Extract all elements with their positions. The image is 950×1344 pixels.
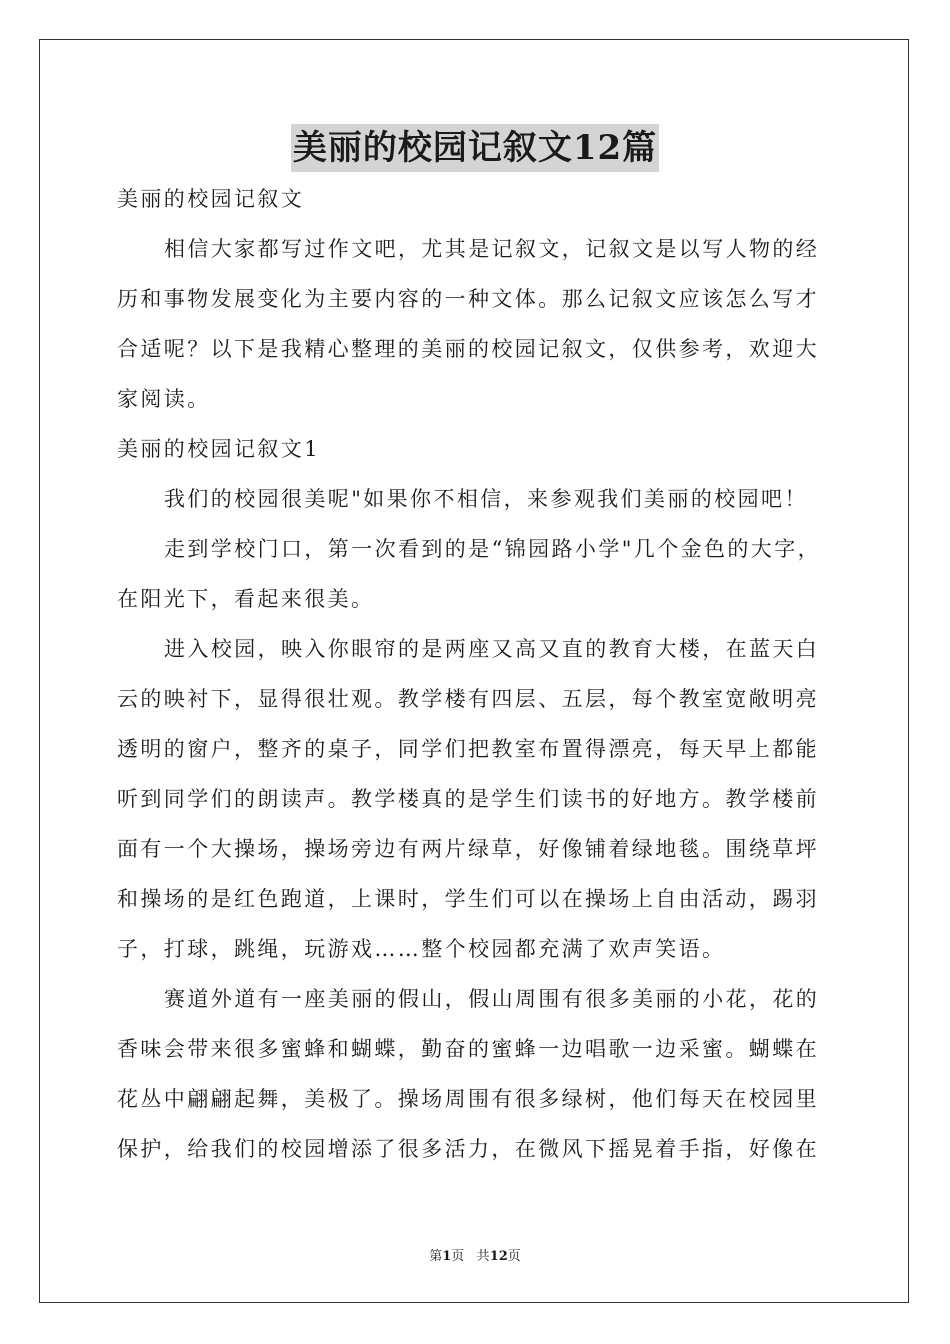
text-line: 和操场的是红色跑道，上课时，学生们可以在操场上自由活动，踢羽 [117,887,819,911]
text-line: 保护，给我们的校园增添了很多活力，在微风下摇晃着手指，好像在 [117,1137,819,1161]
total-label-prefix: 共 [476,1249,490,1264]
text-line: 历和事物发展变化为主要内容的一种文体。那么记叙文应该怎么写才 [117,287,819,311]
text-line: 香味会带来很多蜜蜂和蝴蝶，勤奋的蜜蜂一边唱歌一边采蜜。蝴蝶在 [117,1037,819,1061]
text-line: 美丽的校园记叙文 [117,187,305,211]
text-line: 透明的窗户，整齐的桌子，同学们把教室布置得漂亮，每天早上都能 [117,737,819,761]
text-line: 合适呢？以下是我精心整理的美丽的校园记叙文，仅供参考，欢迎大 [117,337,819,361]
text-line: 美丽的校园记叙文1 [117,437,320,461]
page-label-prefix: 第 [429,1249,443,1264]
text-line: 家阅读。 [117,387,211,411]
page-label-suffix: 页 [451,1249,465,1264]
total-label-suffix: 页 [507,1249,521,1264]
text-line: 云的映衬下，显得很壮观。教学楼有四层、五层，每个教室宽敞明亮 [117,687,819,711]
text-line: 我们的校园很美呢"如果你不相信，来参观我们美丽的校园吧！ [164,487,808,511]
title-container [0,124,950,172]
text-line: 面有一个大操场，操场旁边有两片绿草，好像铺着绿地毯。围绕草坪 [117,837,819,861]
text-line: 在阳光下，看起来很美。 [117,587,375,611]
document-body [117,174,835,1174]
page-footer [0,1248,950,1266]
text-line: 进入校园，映入你眼帘的是两座又高又直的教育大楼，在蓝天白 [164,637,820,661]
page-current: 1 [442,1249,452,1264]
text-line: 子，打球，跳绳，玩游戏……整个校园都充满了欢声笑语。 [117,937,726,961]
page-total: 12 [489,1249,508,1264]
text-line: 走到学校门口，第一次看到的是“锦园路小学"几个金色的大字， [164,537,821,561]
text-line: 花丛中翩翩起舞，美极了。操场周围有很多绿树，他们每天在校园里 [117,1087,819,1111]
text-line: 赛道外道有一座美丽的假山，假山周围有很多美丽的小花，花的 [164,987,820,1011]
document-title: 美丽的校园记叙文12篇 [291,124,659,172]
text-line: 相信大家都写过作文吧，尤其是记叙文，记叙文是以写人物的经 [164,237,820,261]
text-line: 听到同学们的朗读声。教学楼真的是学生们读书的好地方。教学楼前 [117,787,819,811]
